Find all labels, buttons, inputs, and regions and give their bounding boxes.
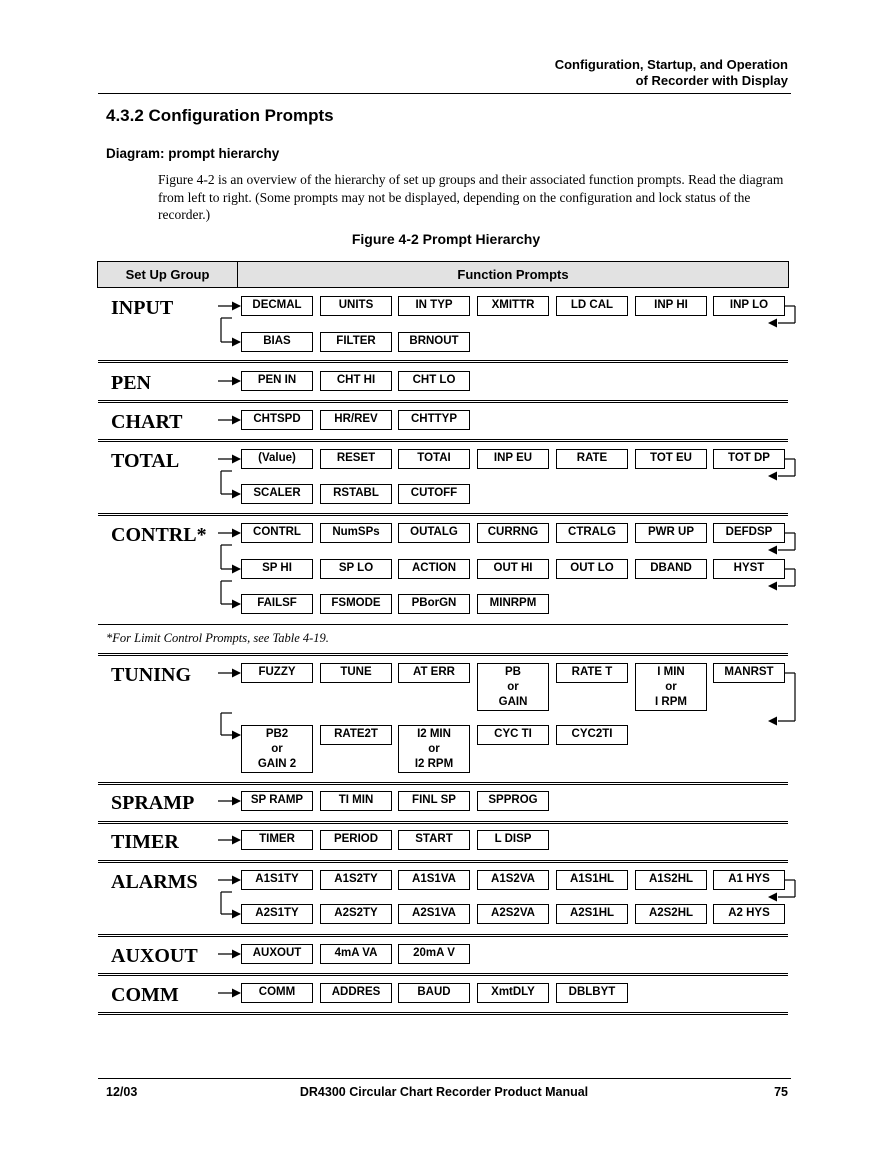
function-prompt-box: A2S2TY xyxy=(320,904,392,924)
header-function-prompts: Function Prompts xyxy=(237,261,789,288)
function-prompt-box: CHT LO xyxy=(398,371,470,391)
footnote: *For Limit Control Prompts, see Table 4-19. xyxy=(106,631,329,645)
function-prompt-box: DEFDSP xyxy=(713,523,785,543)
function-prompt-box: OUT HI xyxy=(477,559,549,579)
function-prompt-box: INP LO xyxy=(713,296,785,316)
function-prompt-box: FINL SP xyxy=(398,791,470,811)
function-prompt-box: A2S1VA xyxy=(398,904,470,924)
function-prompt-box: BRNOUT xyxy=(398,332,470,352)
arrowhead xyxy=(768,893,777,902)
function-prompt-box: SP HI xyxy=(241,559,313,579)
function-prompt-box: PWR UP xyxy=(635,523,707,543)
footer-manual-title: DR4300 Circular Chart Recorder Product Manual xyxy=(299,1085,589,1099)
arrowhead xyxy=(232,455,241,464)
function-prompt-box: A1S1TY xyxy=(241,870,313,890)
function-prompt-box: SPPROG xyxy=(477,791,549,811)
arrowhead xyxy=(232,416,241,425)
arrowhead xyxy=(768,582,777,591)
function-prompt-box: TOT DP xyxy=(713,449,785,469)
function-prompt-box: (Value) xyxy=(241,449,313,469)
function-prompt-box: CURRNG xyxy=(477,523,549,543)
arrowhead xyxy=(768,717,777,726)
function-prompt-box: OUT LO xyxy=(556,559,628,579)
function-prompt-box: TIMER xyxy=(241,830,313,850)
function-prompt-box: CUTOFF xyxy=(398,484,470,504)
figure-title: Figure 4-2 Prompt Hierarchy xyxy=(351,231,541,247)
arrowhead xyxy=(768,546,777,555)
setup-group-spramp: SPRAMP xyxy=(111,792,195,814)
function-prompt-box: COMM xyxy=(241,983,313,1003)
arrowhead xyxy=(232,377,241,386)
function-prompt-box: RATE T xyxy=(556,663,628,683)
function-prompt-box: A2 HYS xyxy=(713,904,785,924)
function-prompt-box: A1S1VA xyxy=(398,870,470,890)
function-prompt-box: START xyxy=(398,830,470,850)
arrowhead xyxy=(768,472,777,481)
arrowhead xyxy=(232,600,241,609)
function-prompt-box: A2S2HL xyxy=(635,904,707,924)
function-prompt-box: RATE2T xyxy=(320,725,392,745)
setup-group-timer: TIMER xyxy=(111,831,179,853)
function-prompt-box: MINRPM xyxy=(477,594,549,614)
function-prompt-box: ADDRES xyxy=(320,983,392,1003)
header-line-1: Configuration, Startup, and Operation xyxy=(554,57,788,72)
function-prompt-box: CHT HI xyxy=(320,371,392,391)
setup-group-comm: COMM xyxy=(111,984,179,1006)
setup-group-contrl: CONTRL* xyxy=(111,524,207,546)
function-prompt-box: ACTION xyxy=(398,559,470,579)
function-prompt-box: UNITS xyxy=(320,296,392,316)
arrowhead xyxy=(232,950,241,959)
setup-group-chart: CHART xyxy=(111,411,183,433)
function-prompt-box: TUNE xyxy=(320,663,392,683)
header-line-2: of Recorder with Display xyxy=(635,73,788,88)
setup-group-tuning: TUNING xyxy=(111,664,192,686)
function-prompt-box: I MIN or I RPM xyxy=(635,663,707,711)
setup-group-total: TOTAL xyxy=(111,450,180,472)
setup-group-alarms: ALARMS xyxy=(111,871,198,893)
function-prompt-box: AT ERR xyxy=(398,663,470,683)
function-prompt-box: A2S1HL xyxy=(556,904,628,924)
function-prompt-box: A1S2VA xyxy=(477,870,549,890)
function-prompt-box: FILTER xyxy=(320,332,392,352)
footer-page-number: 75 xyxy=(774,1085,788,1099)
function-prompt-box: HR/REV xyxy=(320,410,392,430)
function-prompt-box: SCALER xyxy=(241,484,313,504)
function-prompt-box: A1S1HL xyxy=(556,870,628,890)
function-prompt-box: PB2 or GAIN 2 xyxy=(241,725,313,773)
arrowhead xyxy=(768,319,777,328)
subheading: Diagram: prompt hierarchy xyxy=(106,146,280,161)
header-set-up-group: Set Up Group xyxy=(97,261,238,288)
function-prompt-box: RATE xyxy=(556,449,628,469)
function-prompt-box: CYC TI xyxy=(477,725,549,745)
function-prompt-box: MANRST xyxy=(713,663,785,683)
function-prompt-box: DECMAL xyxy=(241,296,313,316)
setup-group-input: INPUT xyxy=(111,297,174,319)
arrowhead xyxy=(232,669,241,678)
function-prompt-box: BAUD xyxy=(398,983,470,1003)
section-title: 4.3.2 Configuration Prompts xyxy=(106,106,334,125)
function-prompt-box: LD CAL xyxy=(556,296,628,316)
function-prompt-box: INP HI xyxy=(635,296,707,316)
function-prompt-box: AUXOUT xyxy=(241,944,313,964)
function-prompt-box: INP EU xyxy=(477,449,549,469)
footer-date: 12/03 xyxy=(106,1085,138,1099)
arrowhead xyxy=(232,836,241,845)
function-prompt-box: CYC2TI xyxy=(556,725,628,745)
arrowhead xyxy=(232,565,241,574)
function-prompt-box: TOT EU xyxy=(635,449,707,469)
function-prompt-box: FSMODE xyxy=(320,594,392,614)
function-prompt-box: BIAS xyxy=(241,332,313,352)
function-prompt-box: A1S2HL xyxy=(635,870,707,890)
function-prompt-box: RSTABL xyxy=(320,484,392,504)
intro-paragraph: Figure 4-2 is an overview of the hierarchy of set up groups and their associated function prompts. Read the diagram from left to right. (Some prompts may not be displayed, depending on the configuration and lock status of the recorder.) xyxy=(158,172,784,222)
function-prompt-box: L DISP xyxy=(477,830,549,850)
arrowhead xyxy=(232,797,241,806)
function-prompt-box: IN TYP xyxy=(398,296,470,316)
function-prompt-box: OUTALG xyxy=(398,523,470,543)
function-prompt-box: FUZZY xyxy=(241,663,313,683)
function-prompt-box: XMITTR xyxy=(477,296,549,316)
arrowhead xyxy=(232,490,241,499)
function-prompt-box: DBAND xyxy=(635,559,707,579)
function-prompt-box: CTRALG xyxy=(556,523,628,543)
function-prompt-box: A1 HYS xyxy=(713,870,785,890)
arrowhead xyxy=(232,529,241,538)
function-prompt-box: PBorGN xyxy=(398,594,470,614)
arrowhead xyxy=(232,302,241,311)
function-prompt-box: PERIOD xyxy=(320,830,392,850)
function-prompt-box: CHTTYP xyxy=(398,410,470,430)
function-prompt-box: TI MIN xyxy=(320,791,392,811)
arrowhead xyxy=(232,731,241,740)
setup-group-pen: PEN xyxy=(111,372,151,394)
setup-group-auxout: AUXOUT xyxy=(111,945,198,967)
arrowhead xyxy=(232,910,241,919)
function-prompt-box: FAILSF xyxy=(241,594,313,614)
function-prompt-box: DBLBYT xyxy=(556,983,628,1003)
arrowhead xyxy=(232,989,241,998)
function-prompt-box: HYST xyxy=(713,559,785,579)
function-prompt-box: A1S2TY xyxy=(320,870,392,890)
function-prompt-box: A2S1TY xyxy=(241,904,313,924)
arrowhead xyxy=(232,876,241,885)
function-prompt-box: XmtDLY xyxy=(477,983,549,1003)
function-prompt-box: A2S2VA xyxy=(477,904,549,924)
function-prompt-box: CHTSPD xyxy=(241,410,313,430)
function-prompt-box: I2 MIN or I2 RPM xyxy=(398,725,470,773)
footer-rule xyxy=(98,1078,791,1079)
arrowhead xyxy=(232,338,241,347)
function-prompt-box: PEN IN xyxy=(241,371,313,391)
function-prompt-box: RESET xyxy=(320,449,392,469)
function-prompt-box: 4mA VA xyxy=(320,944,392,964)
function-prompt-box: PB or GAIN xyxy=(477,663,549,711)
function-prompt-box: TOTAI xyxy=(398,449,470,469)
function-prompt-box: SP LO xyxy=(320,559,392,579)
function-prompt-box: 20mA V xyxy=(398,944,470,964)
function-prompt-box: NumSPs xyxy=(320,523,392,543)
function-prompt-box: CONTRL xyxy=(241,523,313,543)
function-prompt-box: SP RAMP xyxy=(241,791,313,811)
